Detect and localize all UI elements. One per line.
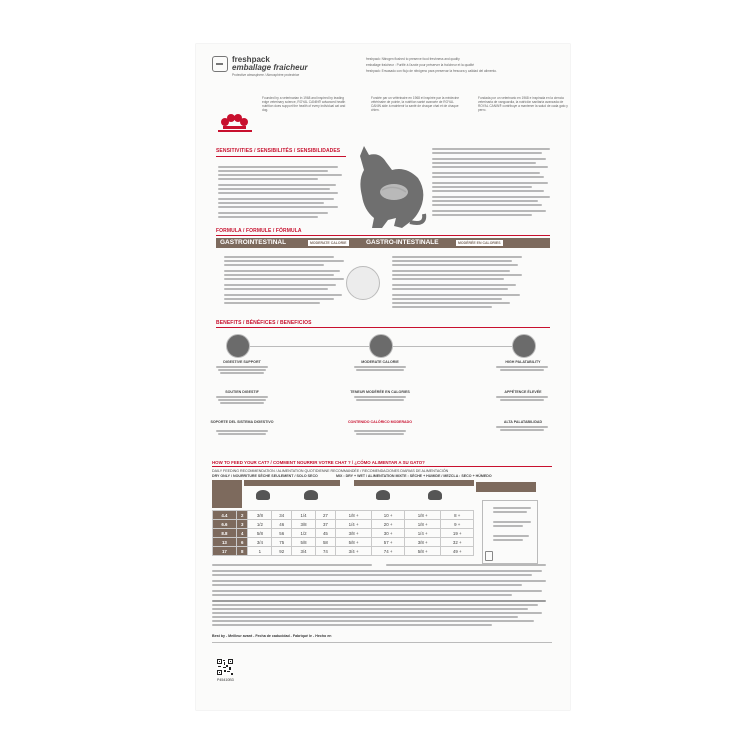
emballage-title: emballage fraicheur (232, 63, 308, 72)
table-cell-c2: 3/4 (292, 547, 316, 556)
logo-underline (218, 130, 252, 132)
weight-header (212, 480, 242, 508)
table-cell-g3: 57 + (372, 538, 404, 547)
qr-code-icon (217, 659, 233, 675)
formula-tag-fr: MODÉRÉE EN CALORIES (458, 241, 501, 245)
table-cell-lb: 6.6 (213, 520, 237, 529)
best-by-label: Best by - Meilleur avant - Fecha de caducidad - Fabriqué le - Hecho en (212, 634, 332, 638)
feeding-rule (212, 466, 552, 467)
table-cell-c1: 1 (248, 547, 272, 556)
table-cell-c3: 3/8 + (335, 529, 372, 538)
table-cell-c2: 1/4 (292, 511, 316, 520)
moderate-calorie-icon (369, 334, 393, 358)
table-cell-g2: 37 (316, 520, 336, 529)
intro-es: Fundada por un veterinario en 1968 e inspirada en la ciencia veterinaria de vanguardia, la nutrición sanitaria avanzada de ROYAL CANIN® contribuye a mantener la salud de cada gato y perro. (478, 96, 568, 112)
table-cell-g2: 27 (316, 511, 336, 520)
formula-heading: FORMULA / FORMULE / FÓRMULA (216, 228, 302, 234)
table-cell-c3: 1/8 + (335, 511, 372, 520)
protective-label: Protective atmosphere / Atmosphère protectrice (232, 73, 300, 77)
table-cell-lb: 13 (213, 538, 237, 547)
benefit-fr-2: TENEUR MODÉRÉE EN CALORIES (350, 390, 410, 394)
benefit-fr-1: SOUTIEN DIGESTIF (225, 390, 259, 394)
freshpack-icon (212, 56, 228, 72)
table-cell-kg: 8 (236, 547, 248, 556)
table-cell-g3: 10 + (372, 511, 404, 520)
feeding-sub1: DAILY FEEDING RECOMMENDATION / ALIMENTATION QUOTIDIENNE RECOMMANDÉE / RECOMENDACIONES DIARIAS DE ALIMENTACIÓN (212, 469, 449, 473)
mix-note-header (476, 482, 536, 492)
digestive-support-icon (226, 334, 250, 358)
cat-icon-4 (428, 490, 442, 500)
table-cell-g2: 74 (316, 547, 336, 556)
footer-rule (212, 642, 552, 643)
table-cell-c1: 1/2 (248, 520, 272, 529)
royal-canin-crown-icon (220, 110, 250, 132)
table-cell-kg: 3 (236, 520, 248, 529)
table-cell-g2: 58 (316, 538, 336, 547)
mix-header (354, 480, 474, 486)
table-row (213, 520, 474, 529)
benefit-es-2: CONTENIDO CALÓRICO MODERADO (347, 420, 413, 424)
table-row (213, 511, 474, 520)
table-cell-g3: 20 + (372, 520, 404, 529)
table-cell-g3: 30 + (372, 529, 404, 538)
formula-rule (216, 235, 550, 236)
cat-icon-2 (304, 490, 318, 500)
table-cell-g4: 19 + (441, 529, 474, 538)
table-row (213, 538, 474, 547)
table-cell-c1: 3/8 (248, 511, 272, 520)
intro-en: Founded by a veterinarian in 1968 and inspired by leading edge veterinary science, ROYAL CANIN® advanced health nutrition does support the health of every individual cat and dog. (262, 96, 346, 112)
benefit-fr-3: APPÉTENCE ÉLEVÉE (504, 390, 542, 394)
benefit-es-1: SOPORTE DEL SISTEMA DIGESTIVO (210, 420, 274, 424)
sensitivities-heading: SENSITIVITIES / SENSIBILITÉS / SENSIBILIDADES (216, 148, 341, 154)
formula-name-en: GASTROINTESTINAL (220, 239, 287, 246)
table-cell-g1: 34 (272, 511, 292, 520)
table-cell-g1: 56 (272, 529, 292, 538)
formula-tag-en: MODERATE CALORIE (310, 241, 347, 245)
table-cell-c1: 3/4 (248, 538, 272, 547)
benefit-en-3: HIGH PALATABILITY (505, 360, 541, 364)
table-cell-kg: 6 (236, 538, 248, 547)
formula-name-fr: GASTRO-INTESTINALE (366, 239, 439, 246)
table-row (213, 529, 474, 538)
table-cell-g4: 32 + (441, 538, 474, 547)
table-cell-g2: 45 (316, 529, 336, 538)
table-cell-g4: 8 + (441, 511, 474, 520)
table-cell-c1: 5/8 (248, 529, 272, 538)
cat-icon-3 (376, 490, 390, 500)
freshpack-en: freshpack: Nitrogen flushed to preserve food freshness and quality (366, 57, 460, 61)
food-bag-back (196, 44, 570, 710)
mix-note-box (482, 500, 538, 564)
table-cell-g1: 75 (272, 538, 292, 547)
feeding-table (212, 510, 474, 556)
feeding-sub2: DRY ONLY / NOURRITURE SÈCHE SEULEMENT / SOLO SECO (212, 474, 318, 478)
table-cell-c2: 3/8 (292, 520, 316, 529)
table-cell-lb: 4.4 (213, 511, 237, 520)
table-cell-lb: 8.8 (213, 529, 237, 538)
cat-silhouette-icon (346, 144, 430, 234)
sensitivities-rule (216, 156, 346, 157)
high-palatability-icon (512, 334, 536, 358)
freshpack-title: freshpack (232, 55, 270, 64)
table-cell-c2: 5/8 (292, 538, 316, 547)
cat-icon-1 (256, 490, 270, 500)
intro-fr: Fondée par un vétérinaire en 1968 et inspirée par la médecine vétérinaire de pointe, la nutrition santé avancée de ROYAL CANIN aide à maintenir la santé de chaque chat et de chaque chien. (371, 96, 460, 112)
water-icon (485, 551, 493, 561)
table-cell-g1: 92 (272, 547, 292, 556)
table-cell-c3: 5/8 + (335, 538, 372, 547)
freshpack-fr: emballage fraicheur : Purifié à l'azote pour préserver la fraîcheur et la qualité (366, 63, 474, 67)
table-cell-kg: 2 (236, 511, 248, 520)
table-cell-c4: 5/8 + (404, 547, 441, 556)
feeding-sub3: MIX : DRY + WET / ALIMENTATION MIXTE : SÈCHE + HUMIDE / MEZCLA : SECO + HÚMEDO (336, 474, 492, 478)
table-cell-c3: 3/4 + (335, 547, 372, 556)
benefits-heading: BENEFITS / BÉNÉFICES / BENEFICIOS (216, 320, 312, 326)
benefit-es-3: ALTA PALATABILIDAD (503, 420, 543, 424)
table-row (213, 547, 474, 556)
table-cell-c4: 1/8 + (404, 520, 441, 529)
table-cell-g1: 46 (272, 520, 292, 529)
table-cell-g3: 74 + (372, 547, 404, 556)
table-cell-c4: 3/8 + (404, 538, 441, 547)
benefit-en-1: DIGESTIVE SUPPORT (223, 360, 261, 364)
table-cell-kg: 4 (236, 529, 248, 538)
table-cell-lb: 17 (213, 547, 237, 556)
benefit-en-2: MODERATE CALORIE (361, 360, 399, 364)
table-cell-g4: 49 + (441, 547, 474, 556)
freshpack-es: freshpack: Envasado con flujo de nitrógeno para preservar la frescura y calidad del alimento. (366, 69, 497, 73)
kibble-image (346, 266, 380, 300)
product-code: P45410B3 (217, 678, 234, 682)
formula-banner (216, 238, 550, 248)
dry-header (244, 480, 340, 486)
table-cell-c3: 1/4 + (335, 520, 372, 529)
table-cell-g4: 9 + (441, 520, 474, 529)
table-cell-c4: 1/8 + (404, 511, 441, 520)
table-cell-c4: 1/4 + (404, 529, 441, 538)
feeding-heading: HOW TO FEED YOUR CAT? / COMMENT NOURRIR VOTRE CHAT ? / ¿CÓMO ALIMENTAR A SU GATO? (212, 460, 425, 465)
table-cell-c2: 1/2 (292, 529, 316, 538)
benefits-rule (216, 327, 550, 328)
